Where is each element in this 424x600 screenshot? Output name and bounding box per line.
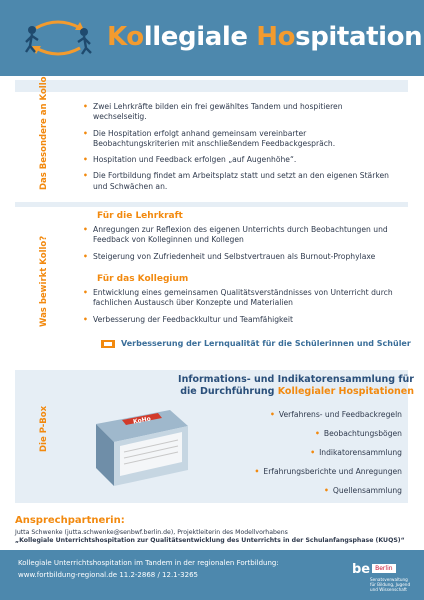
list-item: • Steigerung von Zufriedenheit und Selbstvertrauen als Burnout-Prophylaxe [83,252,395,262]
footer-line2: www.fortbildung-regional.de 11.2-2868 / 12.1-3265 [18,571,198,579]
list-item: • Anregungen zur Reflexion des eigenen Unterrichts durch Beobachtungen und Feedback von Kolleginnen und Kollegen [83,225,395,246]
heading-kollegium: Für das Kollegium [97,274,189,284]
bullet-icon: • [310,448,316,457]
kollegium-list [83,288,395,331]
logo-be: be [352,562,371,577]
pbox-product-image [92,400,192,490]
list-item: • Hospitation und Feedback erfolgen „auf Augenhöhe“. [83,155,395,165]
list-item [202,448,402,458]
pbox-item-text: Verfahrens- und Feedbackregeln [278,410,402,419]
title-part-ko: Ko [107,22,144,52]
pbox-item-text: Beobachtungsbögen [323,429,402,438]
arrow-icon [101,340,115,348]
list-item [202,410,402,420]
senate-line1: Senatsverwaltung [370,577,408,582]
section-label-bewirkt: Was bewirkt Kollo? [39,235,49,327]
senate-line2: für Bildung, Jugend [370,582,411,587]
title-part-ho: Ho [256,22,296,52]
pbox-title-line2a: die Durchführung [180,386,278,397]
section-bewirkt [15,207,411,370]
result-text: Verbesserung der Lernqualität für die Schülerinnen und Schüler [121,339,411,348]
bullet-icon: • [315,429,320,438]
bullet-icon: • [324,486,329,495]
bullet-icon: • [254,467,260,476]
contact-line1: Jutta Schwenke (jutta.schwenke@senbwf.berlin.de), Projektleiterin des Modellvorhabens [15,529,288,536]
page-title [107,22,422,52]
senate-name [370,577,420,592]
pbox-title-line2 [154,386,414,398]
contact-line2: „Kollegiale Unterrichtshospitation zur Qualitätsentwicklung des Unterrichts in der Schulanfangsphase (KUQS)“ [15,537,405,544]
list-item: • Zwei Lehrkräfte bilden ein frei gewähltes Tandem und hospitieren wechselseitig. [83,102,395,123]
logo-berlin: Berlin [372,564,395,573]
title-part-llegiale: llegiale [143,22,257,52]
section-label-besondere: Das Besondere an Kollo [39,76,49,190]
pbox-item-text: Erfahrungsberichte und Anregungen [263,467,402,476]
list-item: • Die Hospitation erfolgt anhand gemeinsam vereinbarter Beobachtungskriterien mit anschließendem Feedbackgespräch. [83,129,395,150]
senate-line3: und Wissenschaft [370,587,407,592]
header-banner [0,0,424,76]
pbox-item-text: Quellensammlung [332,486,402,495]
pbox-title-line2b: Kollegialer Hospitationen [277,386,414,397]
pbox-title-line1: Informations- und Indikatorensammlung für [178,374,414,385]
result-statement [101,339,411,348]
list-item [202,429,402,439]
pbox-list [202,410,402,505]
pbox-item-text: Indikatorensammlung [319,448,402,457]
list-item: • Die Fortbildung findet am Arbeitsplatz statt und setzt an den eigenen Stärken und Schwächen an. [83,171,395,192]
footer-banner [0,550,424,600]
list-item [202,486,402,496]
pbox-title [154,374,414,398]
contact-heading: Ansprechpartnerin: [15,515,125,526]
bullet-icon: • [269,410,275,419]
berlin-logo [352,558,396,577]
two-people-exchange-icon [22,18,94,58]
section-label-pbox: Die P-Box [39,405,49,452]
list-item [202,467,402,477]
lehrkraft-list [83,225,395,268]
list-item: • Entwicklung eines gemeinsamen Qualitätsverständnisses von Unterricht durch fachlichen Austausch über Konzepte und Materialien [83,288,395,309]
section-besondere [15,76,408,202]
footer-line1: Kollegiale Unterrichtshospitation im Tandem in der regionalen Fortbildung: [18,559,279,567]
heading-lehrkraft: Für die Lehrkraft [97,211,183,221]
list-item: • Verbesserung der Feedbackkultur und Teamfähigkeit [83,315,395,325]
title-part-spitation: spitation [295,22,423,52]
besondere-list [83,102,395,198]
pbox-box-label: KoHo [132,415,152,426]
